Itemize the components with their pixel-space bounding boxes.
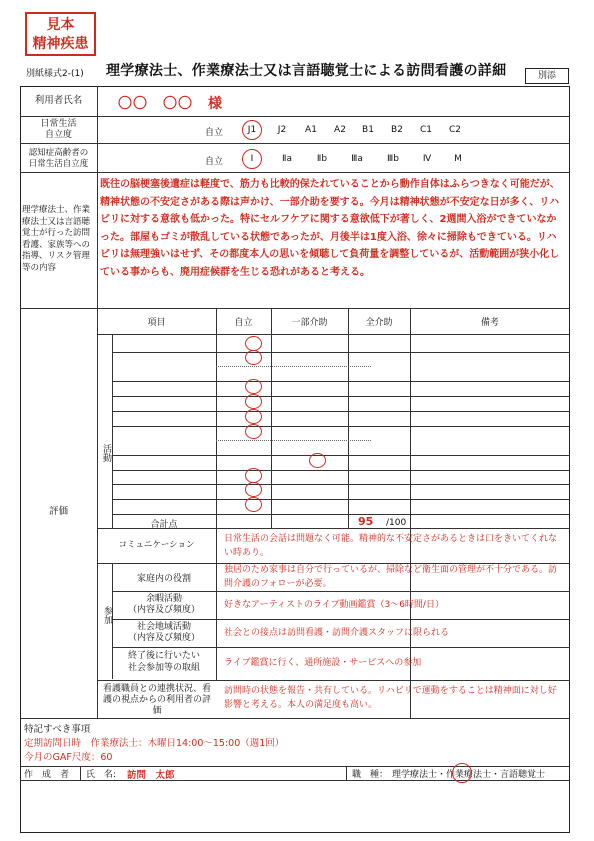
divider <box>97 528 570 529</box>
evaluation-label: 評価 <box>48 506 68 517</box>
row-divider <box>112 381 570 382</box>
score-circle <box>245 482 262 497</box>
header-item: 項目 <box>147 318 166 328</box>
collab-label: 看護職員との連携状況、看護の視点からの利用者の評価 <box>102 684 211 716</box>
row-divider <box>112 484 570 485</box>
score-circle <box>245 468 262 483</box>
special-notes-line-2: 今月のGAF尺度：60 <box>24 752 113 763</box>
divider <box>271 308 272 528</box>
household-role-label: 家庭内の役割 <box>136 574 191 584</box>
attachment-label: 別添 <box>525 68 569 84</box>
divider <box>20 718 570 719</box>
option-dementia_independence: Ⅰ <box>250 154 254 164</box>
occupation: 理学療法士・作業療法士・言語聴覚士 <box>392 770 546 780</box>
document-title: 理学療法士、作業療法士又は言語聴覚士による訪問看護の詳細 <box>106 63 507 79</box>
option-adl_independence: A2 <box>334 125 346 135</box>
row-divider <box>216 366 371 367</box>
header-independent: 自立 <box>234 318 253 328</box>
adl-label: 日常生活 自立度 <box>40 119 77 140</box>
option-dementia_independence: Ⅲa <box>351 154 363 164</box>
score-circle <box>245 379 262 394</box>
option-adl_independence: A1 <box>305 125 317 135</box>
special-notes-line-1: 定期訪問日時 作業療法士：木曜日14:00～15:00（週1回） <box>24 738 285 749</box>
option-adl_independence: 自立 <box>204 128 223 138</box>
divider <box>348 308 349 528</box>
divider <box>20 116 570 117</box>
leisure-text: 好きなアーティストのライブ動画鑑賞（3～6時間/日） <box>224 600 444 610</box>
future-text: ライブ鑑賞に行く、通所施設・サービスへの参加 <box>224 658 422 668</box>
stamp-line-2: 精神疾患 <box>32 36 89 52</box>
option-dementia_independence: M <box>454 154 462 164</box>
participation-label: 参加 <box>102 606 112 624</box>
divider <box>346 766 347 780</box>
score-circle <box>245 350 262 365</box>
communication-label: コミュニケーション <box>118 540 195 550</box>
option-dementia_independence: 自立 <box>204 157 223 167</box>
row-divider <box>112 426 570 427</box>
divider <box>97 334 570 335</box>
community-label: 社会地域活動 （内容及び頻度） <box>127 622 200 643</box>
divider <box>112 591 570 592</box>
score-circle <box>245 394 262 409</box>
sample-stamp <box>25 12 96 56</box>
form-number: 別紙様式2-(1) <box>26 69 84 79</box>
row-divider <box>216 440 371 441</box>
row-divider <box>112 499 570 500</box>
header-full: 全介助 <box>365 318 393 328</box>
score-circle <box>245 336 262 351</box>
collab-text: 訪問時の状態を報告・共有している。リハビリで運動をすることは精神面に対し好影響と考える。本人の満足度も高い。 <box>224 686 557 710</box>
stamp-line-1: 見本 <box>46 17 75 33</box>
header-remarks: 備考 <box>480 318 499 328</box>
divider <box>20 780 570 781</box>
score-circle <box>309 453 326 468</box>
divider <box>20 308 570 309</box>
option-adl_independence: J2 <box>277 125 287 135</box>
row-divider <box>112 396 570 397</box>
option-dementia_independence: Ⅱa <box>282 154 292 164</box>
row-divider <box>112 514 570 515</box>
content-label: 理学療法士、作業療法士又は言語聴覚士が行った訪問看護、家族等への指導、リスク管理等の内容 <box>22 205 91 273</box>
header-partial: 一部介助 <box>291 318 328 328</box>
author-label: 作 成 者 <box>24 770 70 780</box>
content-text: 既往の脳梗塞後遺症は軽度で、筋力も比較的保たれていることから動作自体はふらつきなく可能だが、精神状態の不安定さがある際は声かけ、一部介助を要する。今月は精神状態が不安定な日が多く、リハビリに対する意欲も低かった。特にセルフケアに関する意欲低下が著しく、2週間入浴ができていなかった。部屋もゴミが散乱している状態であったが、月後半は1度入浴、徐々に掃除もできている。リハビリは無理強いはせず、その都度本人の思いを傾聴して負荷量を調整しているが、活動範囲が狭小化している事からも、廃用症候群を生じる恐れがあると考える。 <box>100 179 560 278</box>
patient-name-label: 利用者氏名 <box>34 95 83 106</box>
divider <box>112 619 570 620</box>
option-adl_independence: C2 <box>448 125 461 135</box>
selected-circle <box>242 120 262 140</box>
row-divider <box>112 455 570 456</box>
divider <box>112 647 570 648</box>
author-name-label: 氏 名: <box>86 770 117 780</box>
author-name: 訪問 太郎 <box>127 770 175 781</box>
score-circle <box>245 497 262 512</box>
option-dementia_independence: Ⅲb <box>387 154 399 164</box>
patient-name: 〇〇 〇〇 様 <box>118 96 223 112</box>
activity-label: 活動 <box>101 444 111 462</box>
row-divider <box>112 411 570 412</box>
divider <box>20 143 570 144</box>
total-label: 合計点 <box>150 520 178 530</box>
total-value: 95 <box>358 515 374 528</box>
score-circle <box>245 424 262 439</box>
communication-text: 日常生活の会話は問題なく可能。精神的な不安定さがあるときは口をきいてくれない時あり。 <box>224 534 558 558</box>
selected-circle <box>242 149 262 169</box>
divider <box>20 172 570 173</box>
row-divider <box>112 470 570 471</box>
total-max: /100 <box>386 518 407 528</box>
option-dementia_independence: Ⅳ <box>422 154 432 164</box>
occupation-selection-circle <box>452 763 472 783</box>
score-circle <box>245 409 262 424</box>
option-dementia_independence: Ⅱb <box>316 154 328 164</box>
future-label: 終了後に行いたい 社会参加等の取組 <box>127 651 200 673</box>
option-adl_independence: B2 <box>391 125 403 135</box>
special-notes-label: 特記すべき事項 <box>24 724 91 735</box>
occupation-label: 職 種： <box>352 770 389 780</box>
dementia-label: 認知症高齢者の 日常生活自立度 <box>28 148 89 169</box>
option-adl_independence: C1 <box>419 125 432 135</box>
community-text: 社会との接点は訪問看護・訪問介護スタッフに限られる <box>224 628 450 638</box>
option-adl_independence: B1 <box>362 125 374 135</box>
divider <box>97 680 570 681</box>
leisure-label: 余暇活動 （内容及び頻度） <box>127 594 200 615</box>
household-role-text: 独居のため家事は自分で行っているが、掃除など衛生面の管理が不十分である。訪問介護のフォローが必要。 <box>224 565 558 589</box>
row-divider <box>112 352 570 353</box>
divider <box>80 766 81 780</box>
option-adl_independence: J1 <box>247 125 257 135</box>
divider <box>216 308 217 680</box>
